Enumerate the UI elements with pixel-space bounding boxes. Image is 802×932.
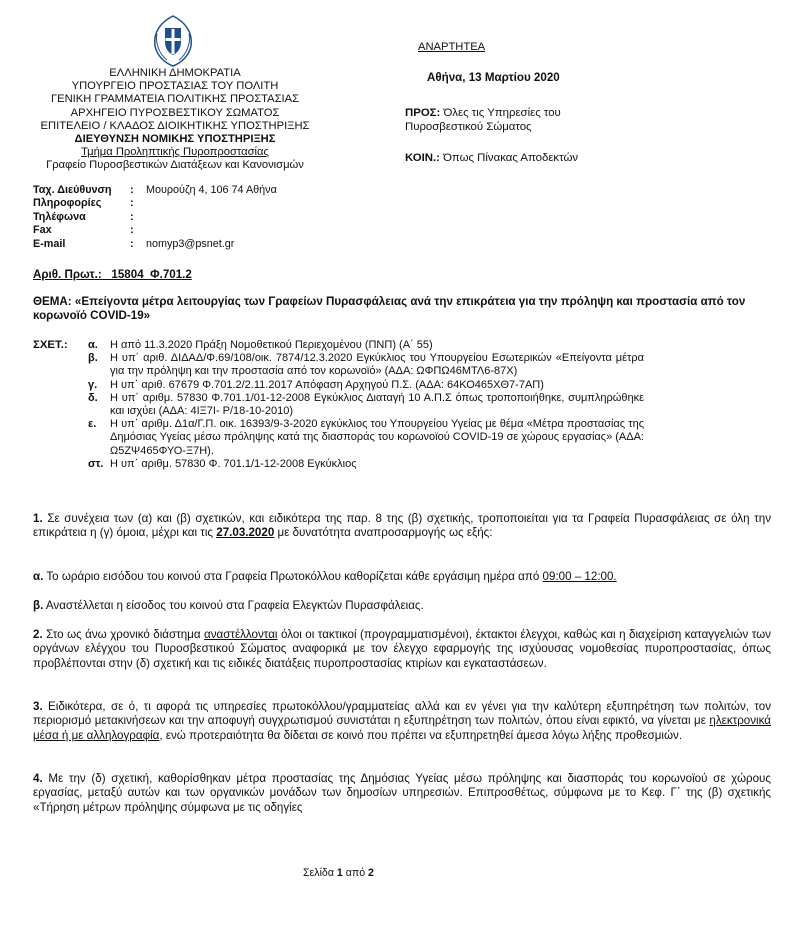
posting-notice: ΑΝΑΡΤΗΤΕΑ [418,41,486,53]
paragraph-letter: β. [33,599,44,612]
reference-text: Η από 11.3.2020 Πράξη Νομοθετικού Περιεχομένου (ΠΝΠ) (Α΄ 55) [110,339,433,351]
reference-letter: ε. [88,418,97,431]
reference-letter: γ. [88,378,98,391]
paragraph-text: , ενώ προτεραιότητα θα δίδεται σε κοινό που πρέπει να εξυπηρετηθεί άμεσα λόγω λήξης προθεσμιών. [159,728,683,742]
paragraph-text: Με την (δ) σχετική, καθορίσθηκαν μέτρα προστασίας της Δημόσιας Υγείας μέσω πρόληψης και διασποράς του κορωνοϊού σε χώρους εργασίας, μεταξύ αυτών και των οργανικών μονάδων των δημοσίων υπηρεσιών. Επιπροσθέτως, σύμφωνα με το Κεφ. Γ΄ της (β) σχετικής «Τήρηση μέτρων πρόληψης σύμφωνα με τις οδηγίες [33,772,771,814]
reference-text: Η υπ΄ αριθ. 67679 Φ.701.2/2.11.2017 Απόφαση Αρχηγού Π.Σ. (ΑΔΑ: 64ΚΟ465ΧΘ7-7ΑΠ) [110,378,544,391]
paragraph-3 [33,700,771,743]
references-label: ΣΧΕΤ.: [33,339,68,351]
paragraph-1 [33,512,771,541]
underlined-term: ηλεκτρονικά μέσα ή με αλληλογραφία [33,714,771,742]
reference-item [88,418,644,458]
paragraph-text: Το ωράριο εισόδου του κοινού στα Γραφεία Πρωτοκόλλου καθορίζεται κάθε εργάσιμη ημέρα από [46,570,540,583]
current-page: 1 [336,867,343,879]
paragraph-beta [33,599,771,613]
reference-letter: α. [88,339,98,351]
issuer-header [20,67,330,173]
paragraph-letter: α. [33,570,44,583]
page-footer [303,867,374,879]
reference-text: Η υπ΄ αριθμ. 57830 Φ.701.1/01-12-2008 Εγκύκλιος Διαταγή 10 Α.Π.Σ όπως τροποποιήθηκε, συμπληρώθηκε και ισχύει (ΑΔΑ: 4ΙΞ7Ι- Ρ/18-10-2010) [110,391,644,418]
cc-recipients [405,152,578,164]
paragraph-4 [33,772,771,815]
reference-letter: δ. [88,391,98,404]
colon: : [130,184,134,196]
header-line: ΕΠΙΤΕΛΕΙΟ / ΚΛΑΔΟΣ ΔΙΟΙΚΗΤΙΚΗΣ ΥΠΟΣΤΗΡΙΞΗΣ [40,119,310,132]
paragraph-text: με δυνατότητα αναπροσαρμογής ως εξής: [277,526,493,540]
contact-row-address [33,184,277,197]
fax-label: Fax [33,224,52,237]
reference-text: Η υπ΄ αριθμ. 57830 Φ. 701.1/1-12-2008 Εγκύκλιος [110,457,357,470]
colon: : [130,210,134,223]
cc-text: Όπως Πίνακας Αποδεκτών [443,152,579,164]
paragraph-text: Αναστέλλεται η είσοδος του κοινού στα Γραφεία Ελεγκτών Πυρασφάλειας. [45,599,424,612]
reference-text: Η υπ΄ αριθ. ΔΙΔΑΔ/Φ.69/108/οικ. 7874/12.3.2020 Εγκύκλιος του Υπουργείου Εσωτερικών «Επείγοντα μέτρα για την πρόληψη και την προστασία από τον κορωνοϊό» (ΑΔΑ: ΩΦΠΩ46ΜΤΛ6-87Χ) [110,352,644,378]
subject-text: «Επείγοντα μέτρα λειτουργίας των Γραφείων Πυρασφάλειας ανά την επικράτεια για την πρόληψη και προστασία από τον κορωνοϊό COVID-19» [33,295,746,323]
references-list [88,339,644,471]
total-pages: 2 [368,867,374,879]
paragraph-text: Ειδικότερα, σε ό, τι αφορά τις υπηρεσίες πρωτοκόλλου/γραμματείας αλλά και εν γένει για την καλύτερη εξυπηρέτηση των πολιτών, τον περιορισμό μετακινήσεων και την αποφυγή συγχρωτισμού συνιστάται η εξυπηρέτηση των πολιτών, όπου είναι εφικτό, να γίνεται με [33,700,771,728]
contact-row-info [33,197,277,210]
paragraph-number: 1. [33,512,43,525]
email-value: nomyp3@psnet.gr [146,237,235,250]
subject-label: ΘΕΜΑ: [33,295,72,308]
document-date: Αθήνα, 13 Μαρτίου 2020 [427,71,560,84]
paragraph-number: 2. [33,628,43,641]
office: Γραφείο Πυροσβεστικών Διατάξεων και Κανονισμών [46,159,304,172]
header-line: ΑΡΧΗΓΕΙΟ ΠΥΡΟΣΒΕΣΤΙΚΟΥ ΣΩΜΑΤΟΣ [70,106,280,119]
reference-item [88,392,644,418]
contact-row-fax [33,224,277,237]
recipients [405,107,605,134]
footer-prefix: Σελίδα [303,867,334,879]
header-line: ΥΠΟΥΡΓΕΙΟ ΠΡΟΣΤΑΣΙΑΣ ΤΟΥ ΠΟΛΙΤΗ [71,80,279,93]
subject [33,295,771,324]
opening-hours: 09:00 – 12:00. [542,570,617,583]
reference-item [88,379,644,392]
contact-row-phone [33,211,277,224]
reference-item [88,352,644,378]
cc-label: ΚΟΙΝ.: [405,152,440,164]
paragraph-number: 4. [33,772,43,785]
deadline-date: 27.03.2020 [216,526,275,540]
reference-text: Η υπ΄ αριθμ. Δ1α/Γ.Π. οικ. 16393/9-3-2020 εγκύκλιος του Υπουργείου Υγείας με θέμα «Μέτρα προστασίας της Δημόσιας Υγείας μέσω πρόληψης κατά της διασποράς του κορωνοϊού COVID-19 σε χώρους εργασίας» (ΑΔΑ: Ω5ΖΨ465ΦΥΟ-Ξ7Η). [110,418,644,457]
header-line: ΕΛΛΗΝΙΚΗ ΔΗΜΟΚΡΑΤΙΑ [109,67,241,79]
directorate: ΔΙΕΥΘΥΝΣΗ ΝΟΜΙΚΗΣ ΥΠΟΣΤΗΡΙΞΗΣ [74,133,276,146]
colon: : [130,237,134,250]
address-label: Ταχ. Διεύθυνση [33,184,112,196]
greek-coat-of-arms-icon [147,12,199,68]
contact-block [33,184,277,251]
footer-middle: από [345,867,366,879]
colon: : [130,197,134,210]
info-label: Πληροφορίες [33,197,102,210]
paragraph-alpha [33,570,771,584]
recipients-text: Όλες τις Υπηρεσίες του Πυροσβεστικού Σώματος [405,107,561,133]
paragraph-text: Στο ως άνω χρονικό διάστημα [46,628,201,641]
paragraph-text: όλοι οι τακτικοί (προγραμματισμένοι), έκτακτοι έλεγχοι, καθώς και η διαχείριση καταγγελιών των οργάνων ελέγχου του Πυροσβεστικού Σώματος αναφορικά με τον έλεγχο εφαρμογής της ισχύουσας νομοθεσίας πυροπροστασίας, όπως προβλέπονται στην (δ) σχετική και τις ειδικές διατάξεις πυροπροστασίας κτιρίων και εγκαταστάσεων. [33,628,771,670]
phone-label: Τηλέφωνα [33,210,86,223]
email-label: E-mail [33,237,66,250]
header-line: ΓΕΝΙΚΗ ΓΡΑΜΜΑΤΕΙΑ ΠΟΛΙΤΙΚΗΣ ΠΡΟΣΤΑΣΙΑΣ [50,93,300,106]
reference-item [88,339,644,352]
paragraph-2 [33,628,771,671]
contact-row-email [33,238,277,251]
reference-item [88,458,644,471]
colon: : [130,224,134,237]
paragraph-text: Σε συνέχεια των (α) και (β) σχετικών, και ειδικότερα της παρ. 8 της (β) σχετικής, τροποποιείται για τα Γραφεία Πυρασφάλειας σε όλη την επικράτεια η (γ) όμοια, μέχρι και τις [33,512,771,540]
department: Τμήμα Προληπτικής Πυροπροστασίας [81,146,269,159]
recipients-label: ΠΡΟΣ: [405,107,441,119]
protocol-number: Αριθ. Πρωτ.: 15804 Φ.701.2 [33,268,192,281]
reference-letter: στ. [88,457,104,470]
underlined-term: αναστέλλονται [204,628,278,641]
reference-letter: β. [88,352,98,365]
paragraph-number: 3. [33,700,43,713]
address-value: Μουρούζη 4, 106 74 Αθήνα [146,184,277,196]
